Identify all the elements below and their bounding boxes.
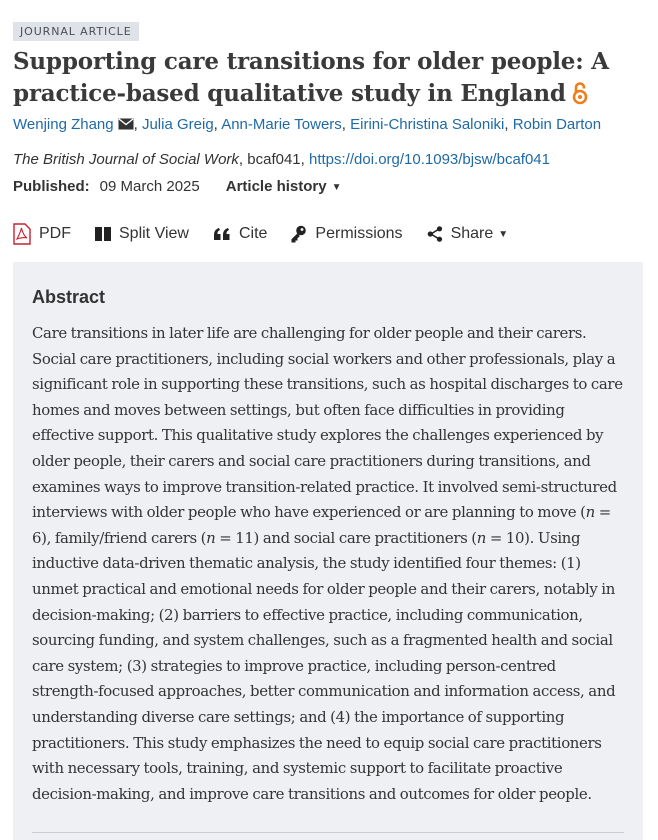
author-link[interactable]: Julia Greig: [141, 116, 214, 133]
article-type-badge: JOURNAL ARTICLE: [13, 22, 139, 41]
abstract-line: homes and moves between settings, but often face difficulties in providing: [32, 400, 565, 419]
published-date: 09 March 2025: [99, 178, 200, 195]
abstract-line: [32, 500, 627, 526]
pdf-label: PDF: [39, 225, 71, 242]
abstract-fragment: = 11) and social care practitioners (: [215, 528, 477, 547]
cite-button[interactable]: [213, 225, 267, 243]
article-history-label: Article history: [225, 178, 327, 195]
abstract-italic-n: n: [585, 503, 595, 522]
abstract-line: care system; (3) strategies to improve practice, including person-centred: [32, 656, 556, 675]
article-toolbar: [13, 222, 532, 246]
author-link[interactable]: Robin Darton: [512, 116, 602, 133]
caret-down-icon: ▼: [498, 228, 509, 240]
abstract-section: [13, 262, 643, 840]
abstract-line: decision-making, and improve care transitions and outcomes for older people.: [32, 784, 592, 803]
abstract-line: [32, 526, 627, 552]
author-separator: ,: [504, 116, 513, 133]
abstract-italic-n: n: [476, 528, 486, 547]
cite-label: Cite: [238, 225, 268, 242]
share-icon: [427, 226, 443, 242]
share-button[interactable]: [427, 225, 509, 243]
abstract-line: inductive data-driven thematic analysis, the study identified four themes: (1): [32, 554, 581, 573]
abstract-line: Social care practitioners, including social workers and other professionals, play a: [32, 349, 616, 368]
author-separator: ,: [133, 116, 142, 133]
title-line-2: practice-based qualitative study in England: [13, 80, 566, 107]
permissions-label: Permissions: [315, 225, 403, 242]
author-separator: ,: [341, 116, 351, 133]
article-history-toggle[interactable]: [226, 178, 342, 195]
abstract-text: [32, 321, 627, 807]
journal-name: The British Journal of Social Work: [13, 151, 239, 168]
key-icon: [291, 225, 307, 243]
author-list: [13, 115, 653, 136]
pdf-button[interactable]: [13, 223, 71, 245]
abstract-line: strength-focused approaches, better communication and information access, and: [32, 682, 616, 701]
article-id: , bcaf041,: [238, 151, 309, 168]
abstract-line: sourcing funding, and system challenges, such as a fragmented health and social: [32, 631, 613, 650]
author-link[interactable]: Eirini-Christina Saloniki: [350, 116, 505, 133]
caret-down-icon: ▼: [331, 182, 342, 193]
abstract-line: with necessary tools, training, and systemic support to facilitate proactive: [32, 759, 563, 778]
abstract-divider: [32, 832, 624, 833]
share-label: Share: [450, 225, 494, 242]
abstract-line: effective support. This qualitative study explores the challenges experienced by: [32, 426, 604, 445]
abstract-line: unmet practical and emotional needs for older people and their carers, notably in: [32, 579, 615, 598]
pdf-file-icon: [13, 223, 31, 245]
author-separator: ,: [213, 116, 222, 133]
abstract-italic-n: n: [206, 528, 216, 547]
split-view-button[interactable]: [95, 225, 189, 243]
envelope-icon[interactable]: [118, 116, 134, 136]
split-view-label: Split View: [119, 225, 189, 242]
abstract-line: practitioners. This study emphasizes the need to equip social care practitioners: [32, 733, 602, 752]
abstract-heading: Abstract: [32, 287, 106, 307]
abstract-line: older people, their carers and social care practitioners during transitions, and: [32, 451, 591, 470]
abstract-fragment: =: [594, 503, 611, 522]
citation-line: [13, 150, 550, 170]
open-access-lock-icon[interactable]: [572, 81, 588, 114]
abstract-fragment: 6), family/friend carers (: [32, 528, 207, 547]
publication-info: [13, 177, 342, 198]
title-line-1: Supporting care transitions for older people: A: [13, 48, 609, 75]
doi-link[interactable]: https://doi.org/10.1093/bjsw/bcaf041: [308, 151, 550, 168]
author-link[interactable]: Ann-Marie Towers: [221, 116, 342, 133]
author-link[interactable]: Wenjing Zhang: [13, 116, 114, 133]
abstract-fragment: interviews with older people who have experienced or are planning to move (: [32, 503, 586, 522]
abstract-line: significant role in supporting these transitions, such as hospital discharges to care: [32, 375, 623, 394]
split-view-icon: [95, 227, 111, 241]
abstract-fragment: = 10). Using: [486, 528, 581, 547]
permissions-button[interactable]: [291, 225, 402, 243]
abstract-line: Care transitions in later life are challenging for older people and their carers.: [32, 324, 587, 342]
abstract-line: examines ways to improve transition-related practice. It involved semi-structured: [32, 477, 617, 496]
published-label: Published:: [13, 178, 90, 195]
abstract-line: decision-making; (2) barriers to effective practice, including communication,: [32, 605, 583, 624]
article-title: [13, 46, 643, 114]
quote-icon: [213, 227, 231, 241]
abstract-line: understanding diverse care settings; and (4) the importance of supporting: [32, 707, 565, 726]
